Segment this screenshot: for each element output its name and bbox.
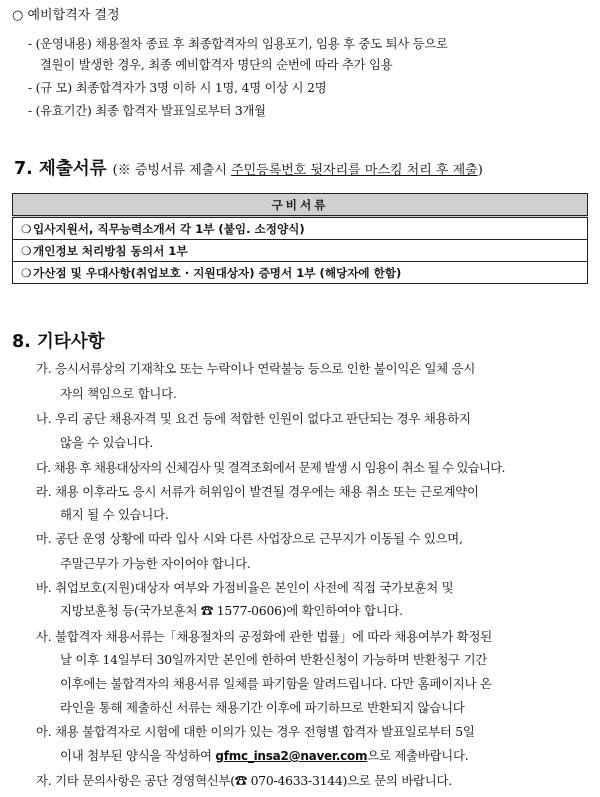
section8-title: 기타사항 <box>36 332 105 352</box>
reserve-line-1: - (운영내용) 채용절차 종료 후 최종합격자의 임용포기, 임용 후 중도 퇴사 등으로 <box>28 37 448 51</box>
masking-note: 주민등록번호 뒷자리를 마스킹 처리 후 제출 <box>231 163 478 178</box>
reserve-line-2: 결원이 발생한 경우, 최종 예비합격자 명단의 순번에 따라 추가 임용 <box>40 58 393 72</box>
section8-number: 8. <box>12 332 31 352</box>
item-a-line-2: 이내 첨부된 양식을 작성하여 gfmc_insa2@naver.com으로 제출바랍니다. <box>60 748 469 763</box>
circle-bullet-icon: ❍ <box>21 243 32 258</box>
item-ma-line-2: 주말근무가 가능한 자이어야 합니다. <box>60 556 251 571</box>
item-ba-line-1: 바. 취업보호(지원)대상자 여부와 가점비율은 본인이 사전에 직접 국가보훈처 및 <box>36 580 454 595</box>
section7-note: (※ 증빙서류 제출시 주민등록번호 뒷자리를 마스킹 처리 후 제출) <box>112 163 483 178</box>
item-ga-line-1: 가. 응시서류상의 기재착오 또는 누락이나 연락불능 등으로 인한 불이익은 일체 응시 <box>36 361 476 376</box>
item-a-line-1: 아. 채용 불합격자로 시험에 대한 이의가 있는 경우 전형별 합격자 발표일로부터 5일 <box>36 724 475 739</box>
circle-bullet-icon: ❍ <box>21 221 32 236</box>
table-row: ❍ 개인정보 처리방침 동의서 1부 <box>13 240 588 262</box>
reserve-line-4: - (유효기간) 최종 합격자 발표일로부터 3개월 <box>28 104 266 118</box>
item-sa-line-2: 날 이후 14일부터 30일까지만 본인에 한하여 반환신청이 가능하며 반환청구 기간 <box>60 652 488 667</box>
email-link[interactable]: gfmc_insa2@naver.com <box>215 749 368 763</box>
item-ja-line-1: 자. 기타 문의사항은 공단 경영혁신부(☎ 070-4633-3144)으로 문의 바랍니다. <box>36 773 452 788</box>
section8-heading <box>12 328 105 353</box>
reserve-heading: ○ 예비합격자 결정 <box>12 8 120 23</box>
section7-number: 7. <box>14 159 33 179</box>
item-ma-line-1: 마. 공단 운영 상황에 따라 입사 시와 다른 사업장으로 근무지가 이동될 수 있으며, <box>36 531 463 546</box>
item-sa-line-1: 사. 불합격자 채용서류는「채용절차의 공정화에 관한 법률」에 따라 채용여부가 확정된 <box>36 629 492 644</box>
item-ba-line-2: 지방보훈청 등(국가보훈처 ☎ 1577-0606)에 확인하여야 합니다. <box>60 603 403 618</box>
table-header: 구비서류 <box>13 194 588 217</box>
item-ga-line-2: 자의 책임으로 합니다. <box>60 386 177 401</box>
item-na-line-2: 않을 수 있습니다. <box>60 435 154 450</box>
table-row: ❍ 입사지원서, 직무능력소개서 각 1부 (붙임. 소정양식) <box>13 217 588 240</box>
item-da-line-1: 다. 채용 후 채용대상자의 신체검사 및 결격조회에서 문제 발생 시 임용이 취소 될 수 있습니다. <box>36 460 505 475</box>
item-sa-line-3: 이후에는 불합격자의 채용서류 일체를 파기함을 알려드립니다. 다만 홈페이지나 온 <box>60 676 492 691</box>
reserve-line-3: - (규 모) 최종합격자가 3명 이하 시 1명, 4명 이상 시 2명 <box>28 81 327 95</box>
item-na-line-1: 나. 우리 공단 채용자격 및 요건 등에 적합한 인원이 없다고 판단되는 경우 채용하지 <box>36 411 471 426</box>
section7-title: 제출서류 <box>38 159 107 179</box>
section7-heading <box>14 155 483 180</box>
item-ra-line-1: 라. 채용 이후라도 응시 서류가 허위임이 발견될 경우에는 채용 취소 또는 근로계약이 <box>36 484 479 499</box>
circle-bullet-icon: ❍ <box>21 265 32 280</box>
table-row: ❍ 가산점 및 우대사항(취업보호 · 지원대상자) 증명서 1부 (해당자에 한함) <box>13 262 588 284</box>
item-sa-line-4: 라인을 통해 제출하신 서류는 채용기간 이후에 파기하므로 반환되지 않습니다 <box>60 700 465 715</box>
item-ra-line-2: 해지 될 수 있습니다. <box>60 507 169 522</box>
documents-table <box>12 193 588 284</box>
